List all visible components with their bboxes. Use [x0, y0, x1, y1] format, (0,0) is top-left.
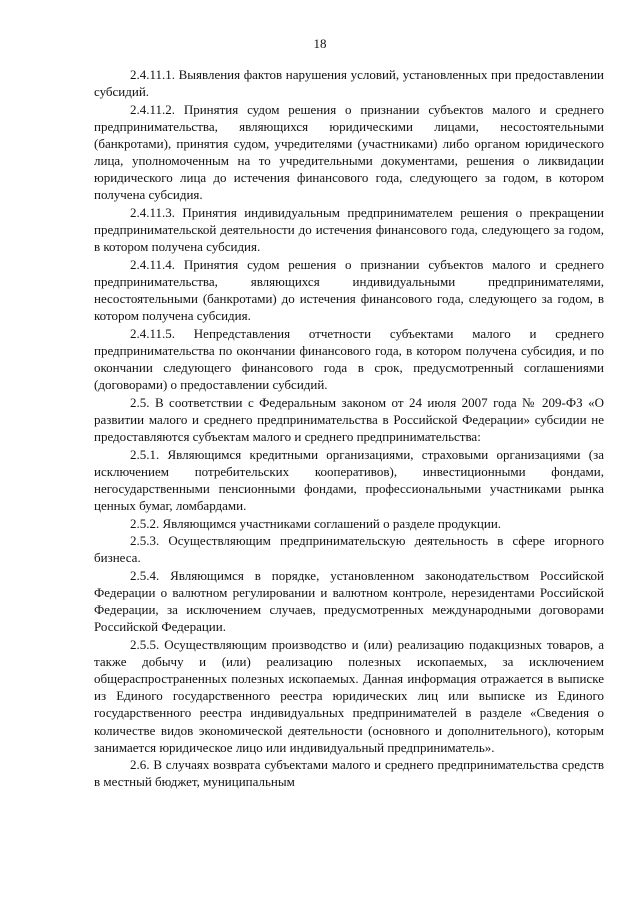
- page-number: 18: [313, 36, 327, 51]
- paragraph-2-4-11-3: 2.4.11.3. Принятия индивидуальным предпринимателем решения о прекращении предпринимательской деятельности до истечения финансового года, следующего за годом, в котором получена субсидия.: [94, 204, 604, 255]
- paragraph-2-5-2: 2.5.2. Являющимся участниками соглашений о разделе продукции.: [130, 515, 502, 531]
- paragraph-2-4-11-1: 2.4.11.1. Выявления фактов нарушения условий, установленных при предоставлении субсидий.: [94, 67, 604, 100]
- paragraph-2-5-4: 2.5.4. Являющимся в порядке, установленном законодательством Российской Федерации о валютном регулировании и валютном контроле, нерезидентами Российской Федерации, за исключением случаев, предусмотренных международными договорами Российской Федерации.: [94, 568, 604, 635]
- paragraph-2-5-1: 2.5.1. Являющимся кредитными организациями, страховыми организациями (за исключением потребительских кооперативов), инвестиционными фондами, негосударственными пенсионными фондами, профессиональными участниками рынка ценных бумаг, ломбардами.: [94, 446, 604, 513]
- document-body: [94, 66, 604, 791]
- paragraph-2-4-11-4: 2.4.11.4. Принятия судом решения о признании субъектов малого и среднего предпринимательства, являющихся индивидуальными предпринимателями, несостоятельными (банкротами) до истечения финансового года, следующего за годом, в котором получена субсидия.: [94, 256, 604, 324]
- paragraph-2-5-5: 2.5.5. Осуществляющим производство и (или) реализацию подакцизных товаров, а также добычу и (или) реализацию полезных ископаемых, за исключением общераспространенных полезных ископаемых. Данная информация отражается в выписке из Единого государственного реестра юридических лиц или выписке из Единого государственного реестра индивидуальных предпринимателей в разделе «Сведения о количестве видов экономической деятельности (основного и дополнительного), которым занимается юридическое лицо или индивидуальный предприниматель».: [94, 637, 604, 755]
- paragraph-2-4-11-5: 2.4.11.5. Непредставления отчетности субъектами малого и среднего предпринимательства по окончании финансового года, в котором получена субсидия, и по окончании следующего финансового года в срок, предусмотренный соглашениями (договорами) о предоставлении субсидий.: [94, 325, 604, 393]
- paragraph-2-5: 2.5. В соответствии с Федеральным законом от 24 июля 2007 года № 209-ФЗ «О развитии малого и среднего предпринимательства в Российской Федерации» субсидии не предоставляются субъектам малого и среднего предпринимательства:: [94, 394, 604, 444]
- paragraph-2-6: 2.6. В случаях возврата субъектами малого и среднего предпринимательства средств в местный бюджет, муниципальным: [94, 757, 604, 790]
- paragraph-2-4-11-2: 2.4.11.2. Принятия судом решения о признании субъектов малого и среднего предпринимательства, являющихся юридическими лицами, несостоятельными (банкротами), принятия судом, учредителями (участниками) либо органом юридического лица, уполномоченным на то учредительными документами, решения о ликвидации юридического лица до истечения финансового года, следующего за годом, в котором получена субсидия.: [94, 101, 604, 203]
- paragraph-2-5-3: 2.5.3. Осуществляющим предпринимательскую деятельность в сфере игорного бизнеса.: [94, 533, 604, 566]
